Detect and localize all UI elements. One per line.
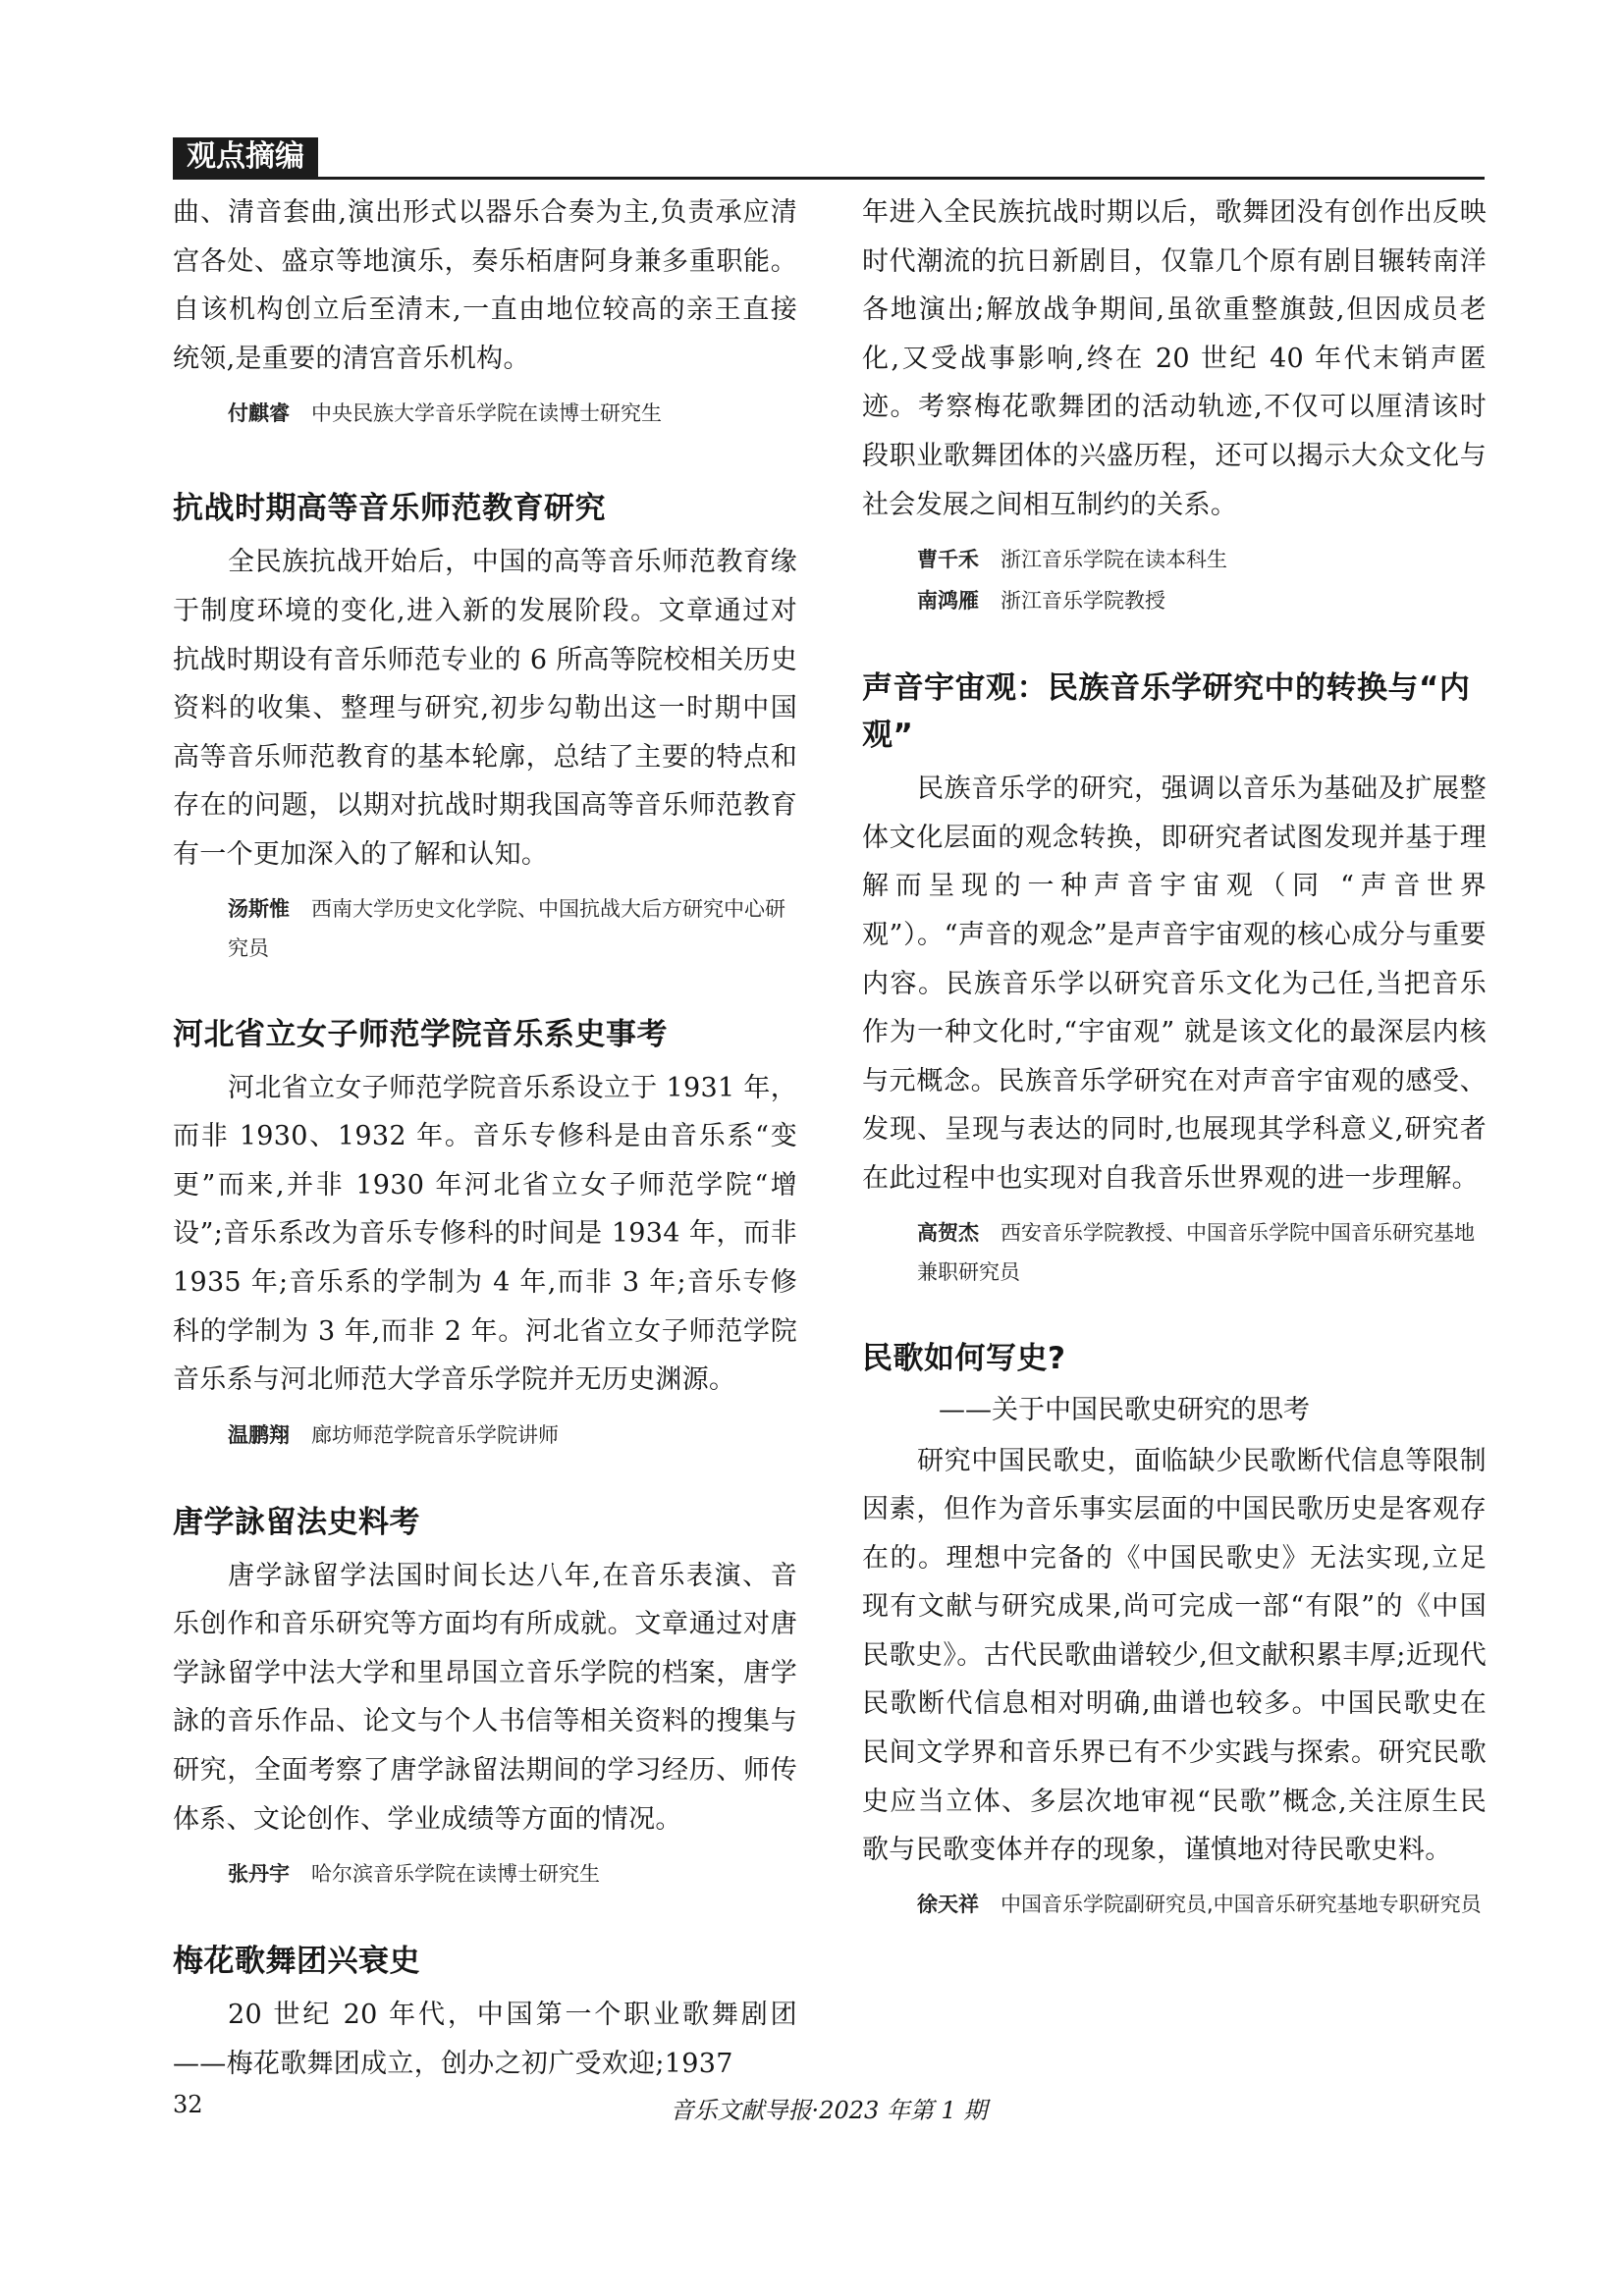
article-body: 唐学詠留学法国时间长达八年,在音乐表演、音乐创作和音乐研究等方面均有所成就。文章通过对唐学詠留学中法大学和里昂国立音乐学院的档案，唐学詠的音乐作品、论文与个人书信等相关资料的搜集与研究，全面考察了唐学詠留法期间的学习经历、师传体系、文论创作、学业成绩等方面的情况。 [173, 1560, 797, 1835]
article-author [228, 1415, 797, 1456]
author-affiliation: 廊坊师范学院音乐学院讲师 [311, 1422, 559, 1447]
article-body: 全民族抗战开始后，中国的高等音乐师范教育缘于制度环境的变化,进入新的发展阶段。文章通过对抗战时期设有音乐师范专业的 6 所高等院校相关历史资料的收集、整理与研究,初步勾勒出这一时期中国高等音乐师范教育的基本轮廓，总结了主要的特点和存在的问题，以期对抗战时期我国高等音乐师范教育有一个更加深入的了解和认知。 [173, 547, 797, 870]
article-title: 声音宇宙观：民族音乐学研究中的转换与“内观” [862, 670, 1471, 754]
author-name: 曹千禾 [917, 548, 979, 572]
author-affiliation: 浙江音乐学院教授 [1001, 589, 1165, 614]
article-body: 20 世纪 20 年代，中国第一个职业歌舞剧团——梅花歌舞团成立，创办之初广受欢迎;1937 [173, 2000, 797, 2079]
author-affiliation: 西南大学历史文化学院、中国抗战大后方研究中心研究员 [228, 896, 785, 960]
right-column [862, 188, 1487, 1924]
author-affiliation: 中央民族大学音乐学院在读博士研究生 [311, 401, 662, 426]
article-title: 抗战时期高等音乐师范教育研究 [173, 491, 606, 527]
article-title: 河北省立女子师范学院音乐系史事考 [173, 1016, 668, 1052]
author-affiliation: 哈尔滨音乐学院在读博士研究生 [311, 1862, 600, 1887]
author-name: 汤斯惟 [228, 896, 290, 921]
article-author [917, 580, 1487, 621]
article-title: 唐学詠留法史料考 [173, 1504, 420, 1540]
article-body: 民族音乐学的研究，强调以音乐为基础及扩展整体文化层面的观念转换，即研究者试图发现并基于理解而呈现的一种声音宇宙观（同 “声音世界观”）。“声音的观念”是声音宇宙观的核心成分与重要内容。民族音乐学以研究音乐文化为己任,当把音乐作为一种文化时,“宇宙观” 就是该文化的最深层内核与元概念。民族音乐学研究在对声音宇宙观的感受、发现、呈现与表达的同时,也展现其学科意义,研究者在此过程中也实现对自我音乐世界观的进一步理解。 [862, 774, 1487, 1194]
author-name: 徐天祥 [917, 1892, 979, 1916]
section-label: 观点摘编 [173, 137, 318, 177]
author-name: 温鹏翔 [228, 1422, 290, 1447]
article-body: 河北省立女子师范学院音乐系设立于 1931 年，而非 1930、1932 年。音乐专修科是由音乐系“变更”而来,并非 1930 年河北省立女子师范学院“增设”;音乐系改为音乐专修科的时间是 1934 年，而非1935 年;音乐系的学制为 4 年,而非 3 年;音乐专修科的学制为 3 年,而非 2 年。河北省立女子师范学院音乐系与河北师范大学音乐学院并无历史渊源。 [173, 1072, 797, 1396]
article-author [228, 393, 797, 434]
header-rule [173, 177, 1485, 180]
article-body-continued: 年进入全民族抗战时期以后，歌舞团没有创作出反映时代潮流的抗日新剧目，仅靠几个原有剧目辗转南洋各地演出;解放战争期间,虽欲重整旗鼓,但因成员老化,又受战事影响,终在 20 世纪 40 年代末销声匿迹。考察梅花歌舞团的活动轨迹,不仅可以厘清该时段职业歌舞团体的兴盛历程，还可以揭示大众文化与社会发展之间相互制约的关系。 [862, 197, 1487, 520]
author-name: 南鸿雁 [917, 589, 979, 614]
article-author [228, 1853, 797, 1895]
page-number: 32 [173, 2091, 203, 2118]
author-affiliation: 中国音乐学院副研究员,中国音乐研究基地专职研究员 [1001, 1892, 1482, 1916]
article-title: 梅花歌舞团兴衰史 [173, 1944, 420, 1980]
article-author [917, 539, 1487, 580]
article-author [228, 889, 797, 968]
author-name: 高贺杰 [917, 1220, 979, 1245]
article-author [917, 1885, 1487, 1924]
article-subtitle: ——关于中国民歌史研究的思考 [939, 1394, 1310, 1425]
left-column [173, 188, 797, 2088]
author-affiliation: 浙江音乐学院在读本科生 [1001, 548, 1227, 572]
section-header [173, 133, 1485, 181]
article-body: 研究中国民歌史，面临缺少民歌断代信息等限制因素，但作为音乐事实层面的中国民歌历史是客观存在的。理想中完备的《中国民歌史》无法实现,立足现有文献与研究成果,尚可完成一部“有限”的《中国民歌史》。古代民歌曲谱较少,但文献积累丰厚;近现代民歌断代信息相对明确,曲谱也较多。中国民歌史在民间文学界和音乐界已有不少实践与探索。研究民歌史应当立体、多层次地审视“民歌”概念,关注原生民歌与民歌变体并存的现象，谨慎地对待民歌史料。 [862, 1445, 1487, 1866]
article-body-continued: 曲、清音套曲,演出形式以器乐合奏为主,负责承应清宫各处、盛京等地演乐，奏乐栢唐阿身兼多重职能。自该机构创立后至清末,一直由地位较高的亲王直接统领,是重要的清宫音乐机构。 [173, 197, 797, 374]
author-affiliation: 西安音乐学院教授、中国音乐学院中国音乐研究基地兼职研究员 [917, 1220, 1475, 1284]
page-footer [173, 2091, 1485, 2130]
author-name: 张丹宇 [228, 1862, 290, 1887]
author-name: 付麒睿 [228, 401, 290, 426]
article-author [917, 1213, 1487, 1292]
article-title: 民歌如何写史? [862, 1340, 1066, 1376]
journal-issue: 音乐文献导报·2023 年第 1 期 [670, 2097, 988, 2124]
